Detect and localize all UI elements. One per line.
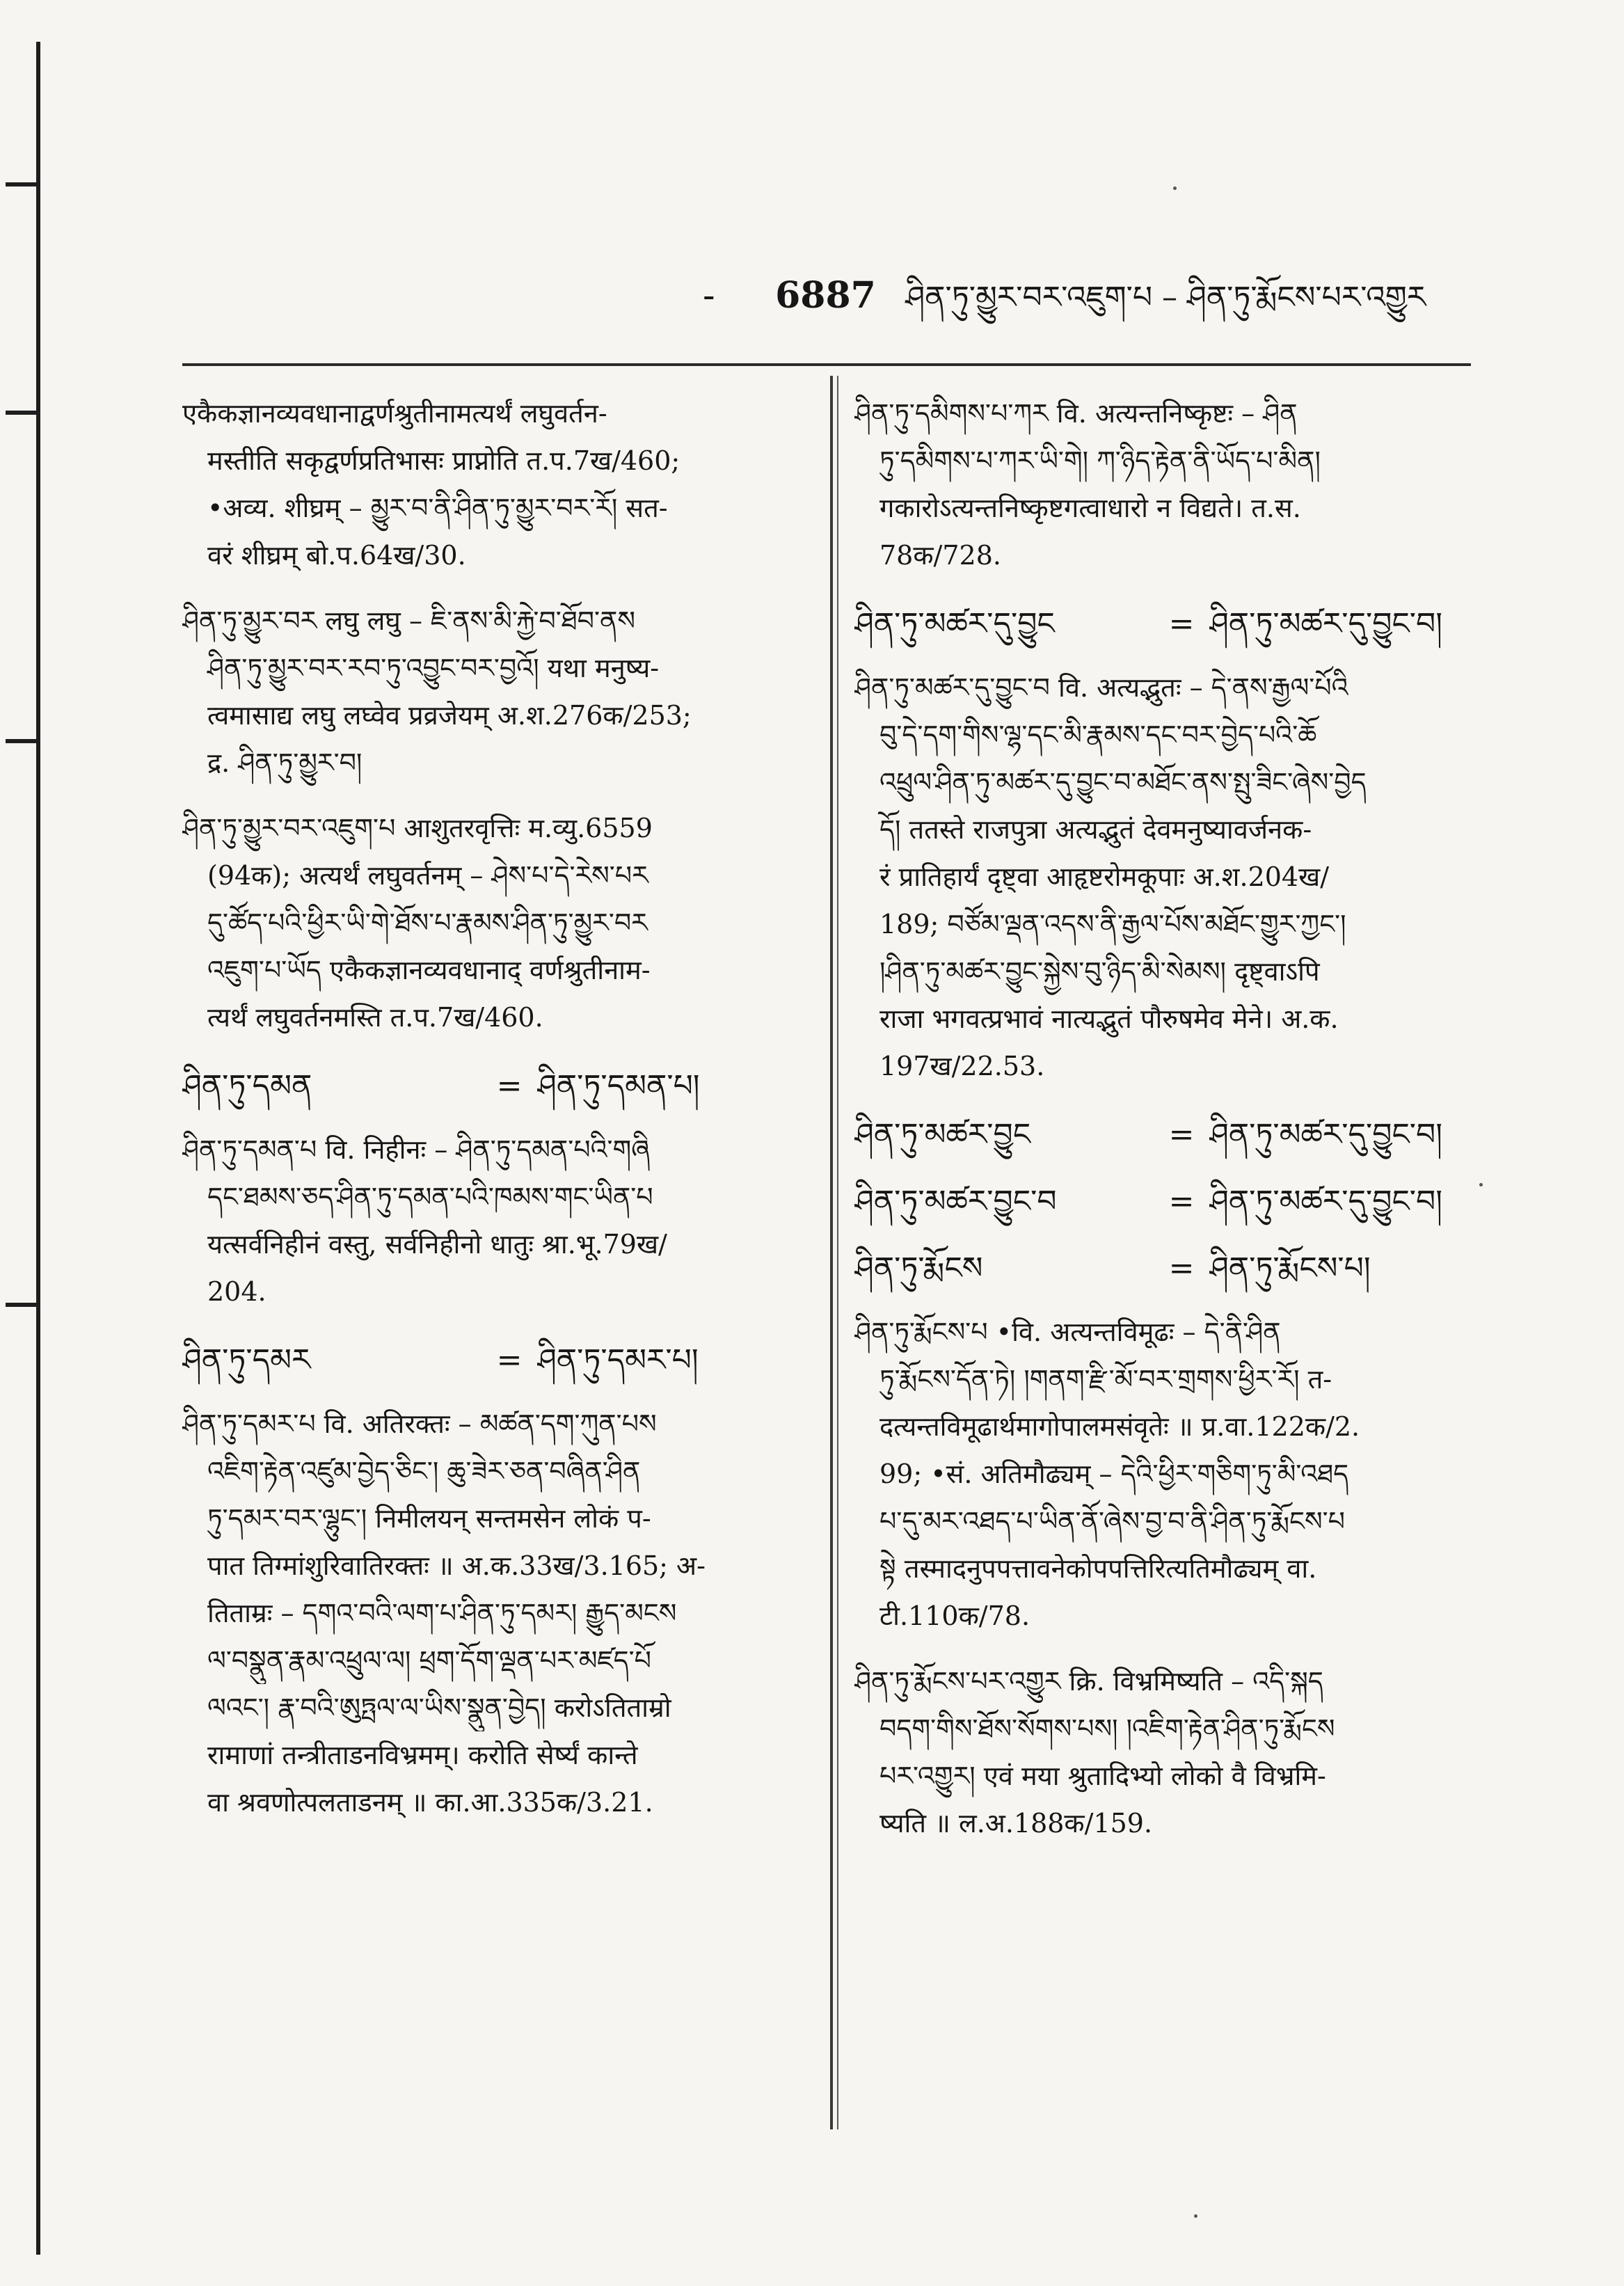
- xref-headword: ཤིན་ཏུ་མཚར་བྱུང: [854, 1117, 1031, 1152]
- entry-headline: ཤིན་ཏུ་མྱུར་བར་འཇུག་པ आशुतरवृत्तिः म.व्यु.6559: [182, 813, 653, 843]
- entry-line: टी.110क/78.: [879, 1601, 1030, 1631]
- equals-sign: =: [496, 1342, 523, 1378]
- cross-reference: [182, 1333, 809, 1388]
- entry-line: तिताम्रः – དགའ་བའི་ལག་པ་ཤིན་ཏུ་དམར། རྒྱུད་མངས: [207, 1598, 677, 1628]
- spine-tick: [6, 411, 39, 415]
- entry-line: त्यर्थं लघुवर्तनमस्ति त.प.7ख/460.: [207, 1002, 543, 1033]
- cross-reference: [182, 1059, 809, 1113]
- equals-sign: =: [1168, 1117, 1195, 1152]
- equals-sign: =: [1168, 1184, 1195, 1219]
- entry-line: दत्यन्तविमूढार्थमागोपालमसंवृतेः ॥ प्र.वा.122क/2.: [879, 1411, 1360, 1442]
- entry-line: དུ་ཚོད་པའི་ཕྱིར་ཡི་གེ་ཐོས་པ་རྣམས་ཤིན་ཏུ་མྱུར་བར: [207, 907, 648, 938]
- column-divider-inner: [837, 376, 838, 2129]
- xref-target: ཤིན་ཏུ་མཚར་དུ་བྱུང་བ།: [1209, 1184, 1443, 1219]
- spine-line: [36, 42, 40, 2255]
- entry-line: དོ། ततस्ते राजपुत्रा अत्यद्भुतं देवमनुष्यावर्जनक-: [879, 814, 1312, 845]
- entry-headline: ཤིན་ཏུ་དམིགས་པ་ཀར वि. अत्यन्तनिष्कृष्टः – ཤིན: [854, 398, 1298, 429]
- xref-headword: ཤིན་ཏུ་དམན: [182, 1068, 312, 1104]
- entry-line: राजा भगवत्प्रभावं नात्यद्भुतं पौरुषमेव मेने। अ.क.: [879, 1003, 1339, 1034]
- entry-line: पात तिग्मांशुरिवातिरक्तः ॥ अ.क.33ख/3.165; अ-: [207, 1550, 706, 1581]
- entry-line: སྟེ तस्मादनुपपत्तावनेकोपपत्तिरित्यतिमौढ्यम् वा.: [879, 1553, 1317, 1584]
- entry-line: འཕྲུལ་ཤིན་ཏུ་མཚར་དུ་བྱུང་བ་མཐོང་ནས་སྤུ་ཟིང་ཞེས་བྱེད: [879, 767, 1367, 797]
- entry-line: गकारोऽत्यन्तनिष्कृष्टगत्वाधारो न विद्यते। त.स.: [879, 493, 1301, 523]
- dictionary-entry: [182, 390, 809, 579]
- entry-line: ཏུ་དམིགས་པ་ཀར་ཡི་གེ། ཀ་ཉིད་རྟེན་ནི་ཡོད་པ་མིན།: [879, 445, 1321, 476]
- entry-line: •अव्य. शीघ्रम् – མྱུར་བ་ནི་ཤིན་ཏུ་མྱུར་བར་རོ། सत-: [207, 493, 668, 523]
- cross-reference: [854, 1108, 1481, 1162]
- entry-headline: एकैकज्ञानव्यवधानाद्वर्णश्रुतीनामत्यर्थं लघुवर्तन-: [182, 398, 607, 429]
- dictionary-entry: [182, 1126, 809, 1315]
- speck: [1173, 186, 1177, 190]
- entry-line: ལ་བསྣུན་རྣམ་འཕྲུལ་ལ། ཕྲག་དོག་ལྡན་པར་མཛད་པོ: [207, 1645, 651, 1676]
- xref-target: ཤིན་ཏུ་མཚར་དུ་བྱུང་བ།: [1209, 1117, 1443, 1152]
- spine-tick: [6, 182, 39, 186]
- xref-target: ཤིན་ཏུ་མཚར་དུ་བྱུང་བ།: [1209, 606, 1443, 642]
- page-number: 6887: [775, 274, 876, 317]
- entry-line: द्र. ཤིན་ཏུ་མྱུར་བ།: [207, 747, 363, 778]
- entry-line: रं प्रातिहार्यं दृष्ट्वा आहृष्टरोमकूपाः अ.श.204ख/: [879, 862, 1329, 892]
- entry-line: 197ख/22.53.: [879, 1051, 1045, 1081]
- entry-headline: ཤིན་ཏུ་མཚར་དུ་བྱུང་བ वि. अत्यद्भुतः – དེ་ནས་རྒྱལ་པོའི: [854, 672, 1348, 703]
- entry-line: པར་འགྱུར། एवं मया श्रुतादिभ्यो लोको वै विभ्रमि-: [879, 1761, 1326, 1791]
- entry-line: वरं शीघ्रम् बो.प.64ख/30.: [207, 540, 466, 571]
- running-head: ཤིན་ཏུ་མྱུར་བར་འཇུག་པ – ཤིན་ཏུ་རྨོངས་པར་འགྱུར: [905, 280, 1426, 315]
- dictionary-entry: [182, 597, 809, 786]
- xref-headword: ཤིན་ཏུ་དམར: [182, 1342, 311, 1378]
- equals-sign: =: [1168, 606, 1195, 642]
- dictionary-entry: [182, 804, 809, 1041]
- column-divider: [830, 376, 833, 2129]
- entry-line: པ་དུ་མར་འཐད་པ་ཡིན་ནོ་ཞེས་བྱ་བ་ནི་ཤིན་ཏུ་རྨོངས་པ: [879, 1506, 1345, 1537]
- entry-headline: ཤིན་ཏུ་དམར་པ वि. अतिरक्तः – མཚན་དག་ཀུན་པས: [182, 1408, 657, 1439]
- running-header: [703, 264, 1510, 327]
- entry-headline: ཤིན་ཏུ་དམན་པ वि. निहीनः – ཤིན་ཏུ་དམན་པའི་གཞི: [182, 1134, 650, 1165]
- entry-line: འཇུག་པ་ཡོད एकैकज्ञानव्यवधानाद् वर्णश्रुतीनाम-: [207, 955, 651, 985]
- entry-headline: ཤིན་ཏུ་མྱུར་བར लघु लघु – ཇི་ནས་མི་རྐྱེ་བ་ཐོབ་ནས: [182, 605, 635, 636]
- xref-headword: ཤིན་ཏུ་མཚར་དུ་བྱུང: [854, 606, 1055, 642]
- entry-line: वा श्रवणोत्पलताडनम् ॥ का.आ.335क/3.21.: [207, 1787, 653, 1818]
- entry-line: यत्सर्वनिहीनं वस्तु, सर्वनिहीनो धातुः श्रा.भू.79ख/: [207, 1229, 667, 1260]
- cross-reference: [854, 597, 1481, 651]
- entry-line: 204.: [207, 1276, 266, 1307]
- entry-line: रामाणां तन्त्रीताडनविभ्रमम्। करोति सेर्ष्यं कान्ते: [207, 1740, 638, 1770]
- xref-target: ཤིན་ཏུ་དམན་པ།: [537, 1068, 700, 1104]
- entry-line: ལའང་། རྣ་བའི་ཨུཏྤལ་ལ་ཡིས་སྣུན་བྱེད། करोऽतिताम्रो: [207, 1692, 671, 1723]
- entry-line: 189; བཙོམ་ལྡན་འདས་ནི་རྒྱལ་པོས་མཐོང་གྱུར་ཀྱང་།: [879, 909, 1346, 939]
- equals-sign: =: [496, 1068, 523, 1104]
- spine-tick: [6, 1303, 39, 1307]
- spine-tick: [6, 739, 39, 743]
- entry-line: ཤིན་ཏུ་མྱུར་བར་རབ་ཏུ་འབྱུང་བར་བྱའོ། यथा मनुष्य-: [207, 653, 660, 683]
- right-column: [854, 390, 1481, 2143]
- entry-line: त्वमासाद्य लघु लघ्वेव प्रव्रजेयम् अ.श.276क/253;: [207, 700, 692, 731]
- equals-sign: =: [1168, 1251, 1195, 1286]
- entry-line: मस्तीति सकृद्वर्णप्रतिभासः प्राप्नोति त.प.7ख/460;: [207, 445, 680, 476]
- entry-line: ཏུ་རྨོངས་དོན་ཏེ། །གནག་རྫི་མོ་བར་གྲགས་ཕྱིར་རོ། त-: [879, 1364, 1332, 1395]
- xref-headword: ཤིན་ཏུ་རྨོངས: [854, 1251, 983, 1286]
- dictionary-entry: [854, 664, 1481, 1090]
- xref-target: ཤིན་ཏུ་དམར་པ།: [537, 1342, 699, 1378]
- entry-line: བུ་དེ་དག་གིས་ལྷ་དང་མི་རྣམས་དང་བར་བྱེད་པའི་ཆོ: [879, 720, 1317, 750]
- dictionary-entry: [854, 1658, 1481, 1847]
- entry-line: 78क/728.: [879, 540, 1001, 571]
- header-dash: -: [703, 275, 715, 317]
- entry-line: 99; •सं. अतिमौढ्यम् – དེའི་ཕྱིར་གཅིག་ཏུ་མི་འཐད: [879, 1459, 1349, 1489]
- dictionary-entry: [182, 1400, 809, 1826]
- xref-target: ཤིན་ཏུ་རྨོངས་པ།: [1209, 1251, 1371, 1286]
- cross-reference: [854, 1175, 1481, 1229]
- speck: [1194, 2214, 1197, 2218]
- entry-headline: ཤིན་ཏུ་རྨོངས་པ •वि. अत्यन्तविमूढः – དེ་ནི་ཤིན: [854, 1317, 1281, 1347]
- left-column: [182, 390, 809, 2143]
- entry-line: བདག་གིས་ཐོས་སོགས་པས། །འཇིག་རྟེན་ཤིན་ཏུ་རྨོངས: [879, 1713, 1335, 1744]
- dictionary-entry: [854, 1308, 1481, 1640]
- entry-line: ཏུ་དམར་བར་ལྷུང་། निमीलयन् सन्तमसेन लोकं प-: [207, 1503, 651, 1534]
- xref-headword: ཤིན་ཏུ་མཚར་བྱུང་བ: [854, 1184, 1057, 1219]
- dictionary-entry: [854, 390, 1481, 579]
- entry-line: དང་ཐམས་ཅད་ཤིན་ཏུ་དམན་པའི་ཁམས་གང་ཡིན་པ: [207, 1182, 653, 1212]
- entry-line: ष्यति ॥ ल.अ.188क/159.: [879, 1808, 1153, 1839]
- entry-line: །ཤིན་ཏུ་མཚར་བྱུང་སྐྱེས་བུ་ཉིད་མི་སེམས། दृष्ट्वाऽपि: [879, 956, 1320, 987]
- entry-line: (94क); अत्यर्थं लघुवर्तनम् – ཤེས་པ་དེ་རེས་པར: [207, 860, 648, 891]
- speck: [1479, 1183, 1483, 1186]
- entry-headline: ཤིན་ཏུ་རྨོངས་པར་འགྱུར क्रि. विभ्रमिष्यति – འདི་སྐད: [854, 1666, 1323, 1697]
- cross-reference: [854, 1241, 1481, 1296]
- entry-line: འཇིག་རྟེན་འཛུམ་བྱེད་ཅིང་། ཆུ་ཟེར་ཅན་བཞིན་ཤིན: [207, 1456, 641, 1486]
- header-rule: [182, 363, 1471, 366]
